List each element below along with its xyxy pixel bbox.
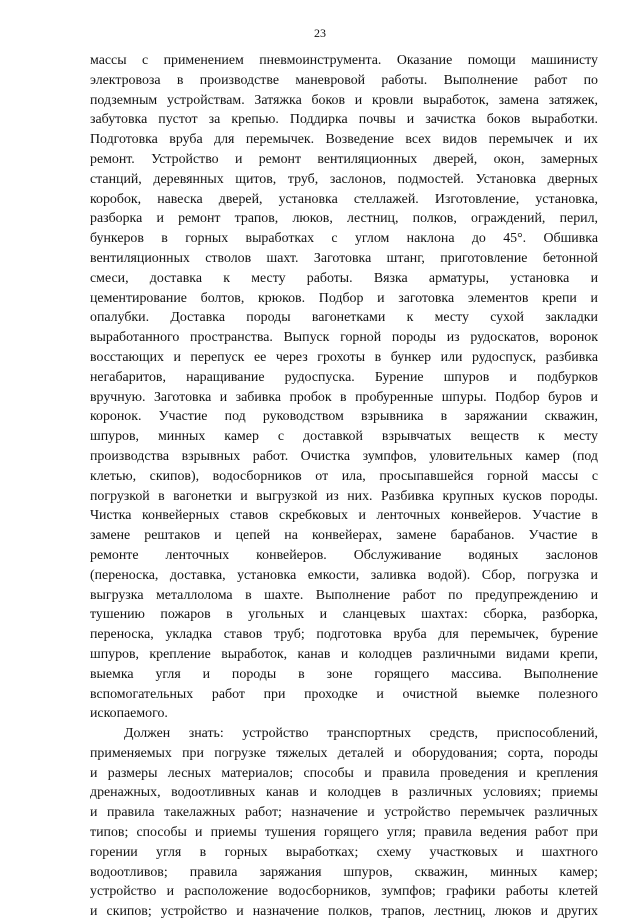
text-line: производства взрывных работ. Очистка зумпфов, уловительных камер (под [90,448,598,464]
text-line: погрузкой в вагонетки и выгрузкой из них. Разбивка крупных кусков породы. [90,488,598,504]
text-line: выработанного пространства. Выпуск горной породы из рудоскатов, воронок [90,330,598,346]
text-line: ископаемого. [90,706,168,722]
text-line: применяемых при погрузке тяжелых деталей и оборудования; сорта, породы [90,745,598,761]
text-line: водоотливов; правила заряжания шпуров, скважин, минных камер; [90,864,598,880]
text-line: подземным устройствам. Затяжка боков и кровли выработок, замена затяжек, [90,92,598,108]
text-line: разборка и ремонт трапов, люков, лестниц, полков, ограждений, перил, [90,211,598,227]
text-line: и скипов; устройство и назначение полков, трапов, лестниц, люков и других [90,904,598,920]
text-line: выемка угля и породы в зоне горящего массива. Выполнение [90,666,598,682]
text-line: ремонт. Устройство и ремонт вентиляционных дверей, окон, замерных [90,151,598,167]
text-line: переноска, укладка ставов труб; подготовка вруба для перемычек, бурение [90,627,598,643]
body-text [90,51,598,922]
text-line: вручную. Заготовка и забивка пробок в пробуренные шпуры. Подбор буров и [90,389,598,405]
text-line: негабаритов, наращивание рудоспуска. Бурение шпуров и подбурков [90,369,598,385]
text-line: клетью, скипов), водосборников от ила, просыпавшейся горной массы с [90,468,598,484]
text-line: (переноска, доставка, установка емкости, заливка водой). Сбор, погрузка и [90,567,598,583]
text-line: вспомогательных работ при проходке и очистной выемке полезного [90,686,598,702]
text-line: массы с применением пневмоинструмента. Оказание помощи машинисту [90,53,598,68]
text-line: бункеров в горных выработках с углом наклона до 45°. Обшивка [90,231,598,247]
text-line: опалубки. Доставка породы вагонетками к месту сухой закладки [90,310,598,326]
text-line: смеси, доставка к месту работы. Вязка арматуры, установка и [90,270,598,286]
text-line: забутовка пустот за крепью. Поддирка почвы и зачистка боков выработки. [90,112,598,128]
text-line: коробок, навеска дверей, установка стеллажей. Изготовление, установка, [90,191,598,207]
text-line: тушению пожаров в угольных и сланцевых шахтах: сборка, разборка, [90,607,598,623]
text-line: устройство и расположение водосборников, зумпфов; графики работы клетей [90,884,598,900]
text-line: Подготовка вруба для перемычек. Возведение всех видов перемычек и их [90,132,598,148]
text-line: выгрузка металлолома в шахте. Выполнение работ по предупреждению и [90,587,598,603]
text-line: ремонте ленточных конвейеров. Обслуживание водяных заслонов [90,547,598,563]
text-line: шпуров, крепление выработок, канав и колодцев различными видами крепи, [90,646,598,662]
text-line: дренажных, водоотливных канав и колодцев в различных условиях; приемы [90,785,598,801]
text-line: цементирование болтов, крюков. Подбор и заготовка элементов крепи и [90,290,598,306]
text-line: вентиляционных стволов шахт. Заготовка штанг, приготовление бетонной [90,250,598,266]
text-line: Должен знать: устройство транспортных средств, приспособлений, [124,726,598,742]
text-line: и размеры лесных материалов; способы и правила проведения и крепления [90,765,598,781]
text-line: шпуров, минных камер с доставкой взрывчатых веществ к месту [90,429,598,445]
text-line: коронок. Участие под руководством взрывника в заряжании скважин, [90,409,598,425]
text-line: Чистка конвейерных ставов скребковых и ленточных конвейеров. Участие в [90,508,598,524]
text-line: восстающих и перепуск ее через грохоты в бункер или рудоспуск, разбивка [90,349,598,365]
text-line: станций, деревянных щитов, труб, заслонов, подмостей. Установка дверных [90,171,598,187]
page-number: 23 [314,26,326,40]
text-line: типов; способы и приемы тушения горящего угля; правила ведения работ при [90,825,598,841]
text-line: замене рештаков и цепей на конвейерах, замене барабанов. Участие в [90,528,598,544]
text-line: и правила такелажных работ; назначение и устройство перемычек различных [90,805,598,821]
text-line: горении угля в горных выработках; схему участковых и шахтного [90,844,598,860]
text-line: электровоза в производстве маневровой работы. Выполнение работ по [90,72,598,88]
